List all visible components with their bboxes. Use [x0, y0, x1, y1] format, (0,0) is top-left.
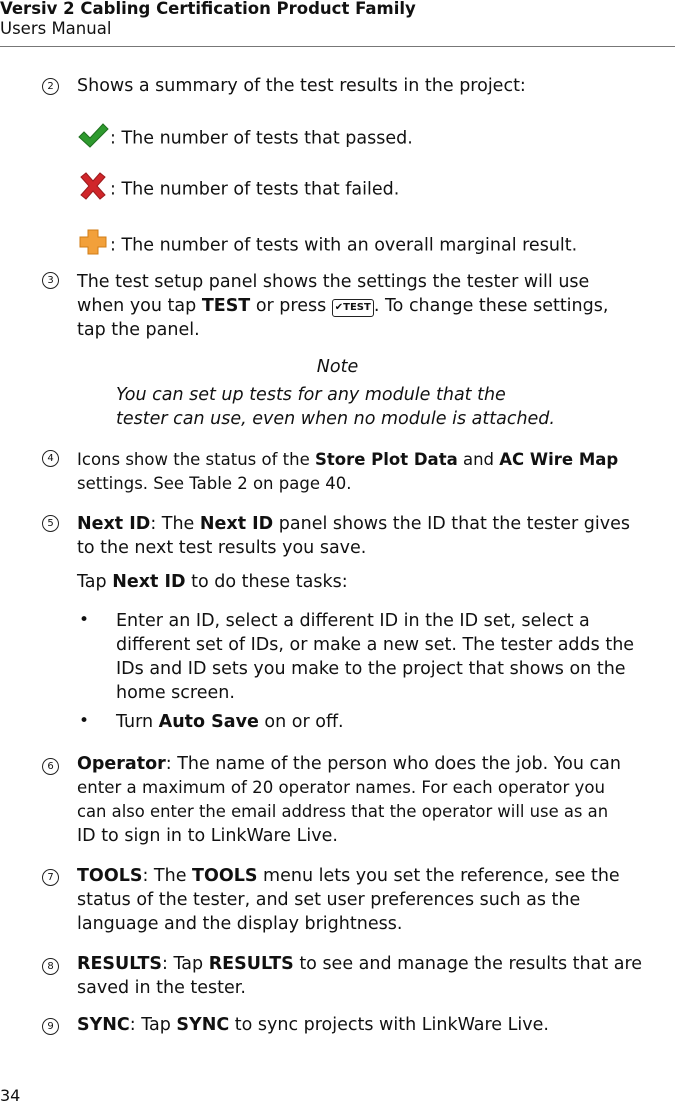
marginal-icon — [77, 228, 109, 263]
item-6-text: Operator: The name of the person who does the job. You can enter a maximum of 20 operator names. For each operator you can also enter the email address that the operator will use as an ID to sign in to LinkWare Live. — [77, 754, 621, 846]
fail-row — [77, 172, 399, 207]
note-body: You can set up tests for any module that the tester can use, even when no module is attached. — [116, 385, 555, 429]
header-title: Versiv 2 Cabling Certification Product Family — [0, 0, 416, 18]
item-7-text: TOOLS: The TOOLS menu lets you set the reference, see the status of the tester, and set user preferences such as the language and the display brightness. — [77, 866, 620, 934]
check-icon — [77, 121, 109, 156]
callout-9: 9 — [42, 1018, 59, 1035]
marginal-row — [77, 228, 577, 263]
header-subtitle: Users Manual — [0, 19, 112, 38]
item-3-line-1: The test setup panel shows the settings the tester will use — [77, 272, 590, 292]
page-header — [0, 0, 675, 47]
callout-3: 3 — [42, 272, 59, 289]
pass-label: : The number of tests that passed. — [110, 128, 413, 149]
item-5-text: Next ID: The Next ID panel shows the ID that the tester gives to the next test results you save. — [77, 514, 630, 558]
test-key-icon: ✔TEST — [332, 299, 374, 317]
item-4-text: Icons show the status of the Store Plot Data and AC Wire Map settings. See Table 2 on page 40. — [77, 450, 619, 493]
item-8-text: RESULTS: Tap RESULTS to see and manage the results that are saved in the tester. — [77, 954, 643, 998]
x-icon — [77, 172, 109, 207]
note-heading: Note — [316, 357, 359, 377]
item-5-tap-line: Tap Next ID to do these tasks: — [77, 572, 348, 592]
callout-2: 2 — [42, 78, 59, 95]
callout-5: 5 — [42, 515, 59, 532]
item-2-text: Shows a summary of the test results in the project: — [77, 76, 526, 96]
bullet-dot: • — [79, 711, 90, 731]
item-3-line-3: tap the panel. — [77, 320, 200, 340]
item-9-text: SYNC: Tap SYNC to sync projects with LinkWare Live. — [77, 1015, 549, 1035]
callout-8: 8 — [42, 958, 59, 975]
bullet-1: Enter an ID, select a different ID in the ID set, select a different set of IDs, or make a new set. The tester adds the IDs and ID sets you make to the project that shows on the home screen. — [116, 611, 635, 703]
pass-row — [77, 121, 413, 156]
bullet-dot: • — [79, 610, 90, 630]
callout-7: 7 — [42, 869, 59, 886]
callout-4: 4 — [42, 450, 59, 467]
callout-6: 6 — [42, 758, 59, 775]
page-number: 34 — [0, 1086, 21, 1105]
fail-label: : The number of tests that failed. — [110, 179, 400, 200]
bullet-2: Turn Auto Save on or off. — [116, 712, 344, 732]
item-3-text — [77, 270, 675, 342]
item-3-line-2: when you tap TEST or press ✔TEST . To change these settings, — [77, 296, 609, 316]
marginal-label: : The number of tests with an overall marginal result. — [110, 235, 578, 256]
